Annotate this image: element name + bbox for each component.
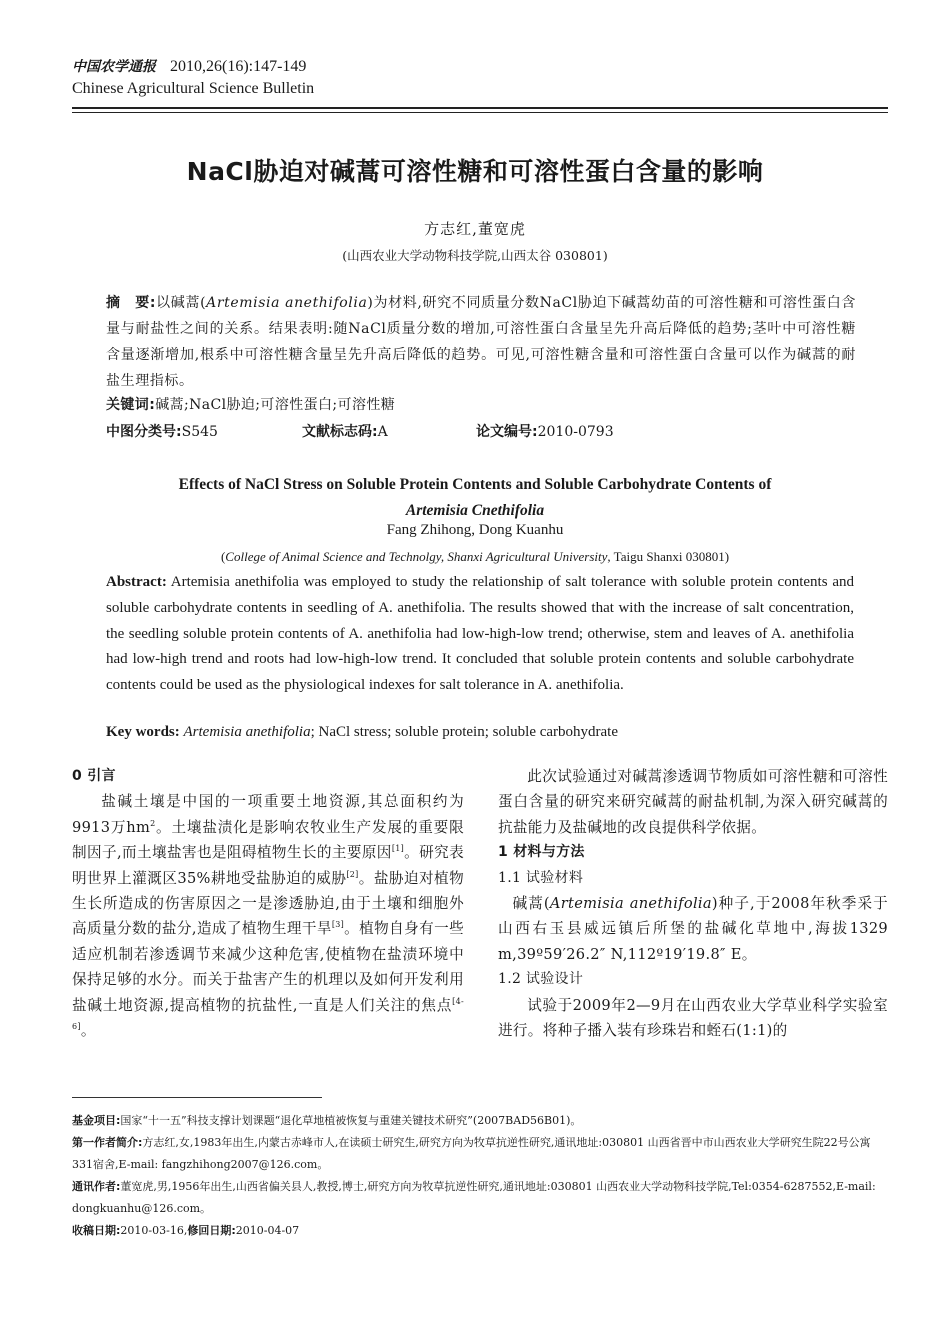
paper-title-cn: NaCl胁迫对碱蒿可溶性糖和可溶性蛋白含量的影响 — [186, 157, 764, 186]
footnote-dates — [72, 1220, 888, 1242]
area-unit-sup: 2 — [150, 818, 156, 828]
authors-cn: 方志红,董宽虎 — [424, 220, 526, 238]
citation-ref: [1] — [391, 844, 405, 854]
funding-text: 国家“十一五”科技支撑计划课题“退化草地植被恢复与重建关键技术研究”(2007BAD56B01)。 — [120, 1114, 582, 1127]
keywords-cn-label: 关键词: — [106, 397, 156, 413]
footnote-corresponding — [72, 1176, 888, 1220]
header-rule-thick — [72, 107, 888, 109]
intro-text-f: 。 — [80, 1022, 96, 1040]
materials-text-b: )种子,于2008年秋季采于山西右玉县威远镇后所堡的盐碱化草地中,海拔1329 m,39º59′26.2″ N,112º19′19.8″ E。 — [498, 895, 888, 963]
clc-number — [106, 421, 218, 441]
authors-en: Fang Zhihong, Dong Kuanhu — [386, 522, 564, 538]
intro-paragraph — [72, 789, 464, 1043]
journal-citation: 2010,26(16):147-149 — [170, 58, 307, 75]
document-code — [302, 421, 388, 441]
title-en-line2: Artemisia Cnethifolia — [405, 502, 545, 519]
keywords-cn-text: 碱蒿;NaCl胁迫;可溶性蛋白;可溶性糖 — [155, 397, 396, 413]
body-column-left — [72, 764, 464, 1043]
keywords-en-rest: ; NaCl stress; soluble protein; soluble carbohydrate — [310, 724, 619, 740]
abstract-cn-label: 摘 要: — [106, 295, 157, 311]
revised-date: 2010-04-07 — [235, 1224, 300, 1237]
section-heading-intro: 0 引言 — [72, 768, 116, 784]
journal-name-cn: 中国农学通报 — [72, 59, 156, 75]
citation-ref: [2] — [346, 869, 359, 879]
clc-label: 中图分类号: — [106, 424, 182, 440]
citation-ref: [3] — [331, 920, 345, 930]
paper-label: 论文编号: — [476, 424, 538, 440]
keywords-en-label: Key words: — [106, 724, 180, 740]
abstract-en — [106, 570, 854, 699]
citation-ref: [4-6] — [72, 996, 464, 1032]
section-heading-methods: 1 材料与方法 — [498, 844, 585, 861]
revised-label: 修回日期: — [187, 1224, 236, 1237]
title-en-line1: Effects of NaCl Stress on Soluble Protein Contents and Soluble Carbohydrate Contents of — [178, 476, 772, 493]
intro-text-e: 。植物自身有一些适应机制若渗透调节来减少这种危害,使植物在盐渍环境中保持足够的水分。而关于盐害产生的机理以及如何开发利用盐碱土地资源,提高植物的抗盐性,一直是人们关注的焦点 — [72, 920, 464, 1014]
footnotes — [72, 1110, 888, 1242]
intro-text-d: 。盐胁迫对植物生长所造成的伤害原因之一是渗透胁迫,由于土壤和细胞外高质量分数的盐分,造成了植物生理干旱 — [72, 869, 464, 938]
received-date: 2010-03-16, — [120, 1224, 188, 1237]
affiliation-en — [72, 549, 878, 565]
journal-name-en: Chinese Agricultural Science Bulletin — [72, 80, 315, 97]
abstract-cn-text: 以碱蒿( — [156, 295, 207, 311]
footnote-first-author — [72, 1132, 888, 1176]
paper-number — [476, 421, 614, 441]
materials-text-a: 碱蒿( — [512, 895, 550, 913]
keywords-en-species: Artemisia anethifolia — [183, 724, 311, 740]
journal-header — [72, 56, 306, 76]
paper-value: 2010-0793 — [537, 424, 614, 440]
affiliation-cn: (山西农业大学动物科技学院,山西太谷 030801) — [342, 248, 608, 263]
first-author-text: 方志红,女,1983年出生,内蒙古赤峰市人,在读硕士研究生,研究方向为牧草抗逆性研究,通讯地址:030801 山西省晋中市山西农业大学研究生院22号公寓331宿舍,E-mail: fangzhihong2007@126.com。 — [72, 1136, 871, 1171]
intro-text-a: 盐碱土壤是中国的一项重要土地资源,其总面积约为9913万hm — [72, 793, 464, 836]
footnote-rule — [72, 1097, 322, 1098]
abstract-en-label: Abstract: — [106, 574, 167, 590]
doc-label: 文献标志码: — [302, 424, 378, 440]
abstract-en-text: Artemisia anethifolia was employed to study the relationship of salt tolerance with soluble protein contents and soluble carbohydrate contents in seedling of A. anethifolia. The results showed that with the increase of salt concentration, the seedling soluble protein contents of A. anethifolia had low-high-low trend; otherwise, stem and leaves of A. anethifolia had low-high trend and roots had low-high-low trend. It concluded that soluble protein contents and soluble carbohydrate contents could be used as the physiological indexes for salt tolerance in A. anethifolia. — [106, 574, 854, 694]
corresponding-text: 董宽虎,男,1956年出生,山西省偏关县人,教授,博士,研究方向为牧草抗逆性研究,通讯地址:030801 山西农业大学动物科技学院,Tel:0354-6287552,E-mail: dongkuanhu@126.com。 — [72, 1180, 876, 1215]
funding-label: 基金项目: — [72, 1114, 121, 1127]
corresponding-label: 通讯作者: — [72, 1180, 121, 1193]
clc-value: S545 — [181, 424, 218, 440]
abstract-cn — [106, 290, 856, 394]
intro-text-b: 。土壤盐渍化是影响农牧业生产发展的重要限制因子,而土壤盐害也是阻碍植物生长的主要原因 — [72, 818, 464, 862]
intro-paragraph-2: 此次试验通过对碱蒿渗透调节物质如可溶性糖和可溶性蛋白含量的研究来研究碱蒿的耐盐机制,为深入研究碱蒿的抗盐能力及盐碱地的改良提供科学依据。 — [498, 768, 888, 836]
received-label: 收稿日期: — [72, 1224, 121, 1237]
intro-text-c: 。研究表明世界上灌溉区35%耕地受盐胁迫的威胁 — [72, 844, 465, 887]
affil-institution: College of Animal Science and Technolgy, Shanxi Agricultural University — [225, 549, 608, 564]
affil-address: , Taigu Shanxi 030801) — [607, 549, 730, 564]
keywords-cn — [106, 394, 856, 414]
materials-paragraph — [498, 891, 888, 967]
subsection-heading-materials: 1.1 试验材料 — [498, 869, 584, 886]
footnote-funding — [72, 1110, 888, 1132]
body-column-right — [498, 764, 888, 1043]
abstract-cn-text-2: )为材料,研究不同质量分数NaCl胁迫下碱蒿幼苗的可溶性糖和可溶性蛋白含量与耐盐性之间的关系。结果表明:随NaCl质量分数的增加,可溶性蛋白含量呈先升高后降低的趋势;茎叶中可溶性糖含量逐渐增加,根系中可溶性糖含量呈先升高后降低的趋势。可见,可溶性糖含量和可溶性蛋白含量可以作为碱蒿的耐盐生理指标。 — [106, 295, 856, 389]
doc-value: A — [377, 424, 388, 440]
materials-species: Artemisia anethifolia — [549, 895, 712, 913]
subsection-heading-design: 1.2 试验设计 — [498, 971, 584, 988]
affil-open: ( — [220, 549, 226, 564]
first-author-label: 第一作者简介: — [72, 1136, 143, 1149]
keywords-en — [106, 724, 854, 741]
design-paragraph: 试验于2009年2—9月在山西农业大学草业科学实验室进行。将种子播入装有珍珠岩和蛭石(1:1)的 — [498, 996, 888, 1040]
header-rule-thin — [72, 112, 888, 113]
paper-title-en — [100, 472, 850, 524]
species-name: Artemisia anethifolia — [206, 295, 368, 311]
